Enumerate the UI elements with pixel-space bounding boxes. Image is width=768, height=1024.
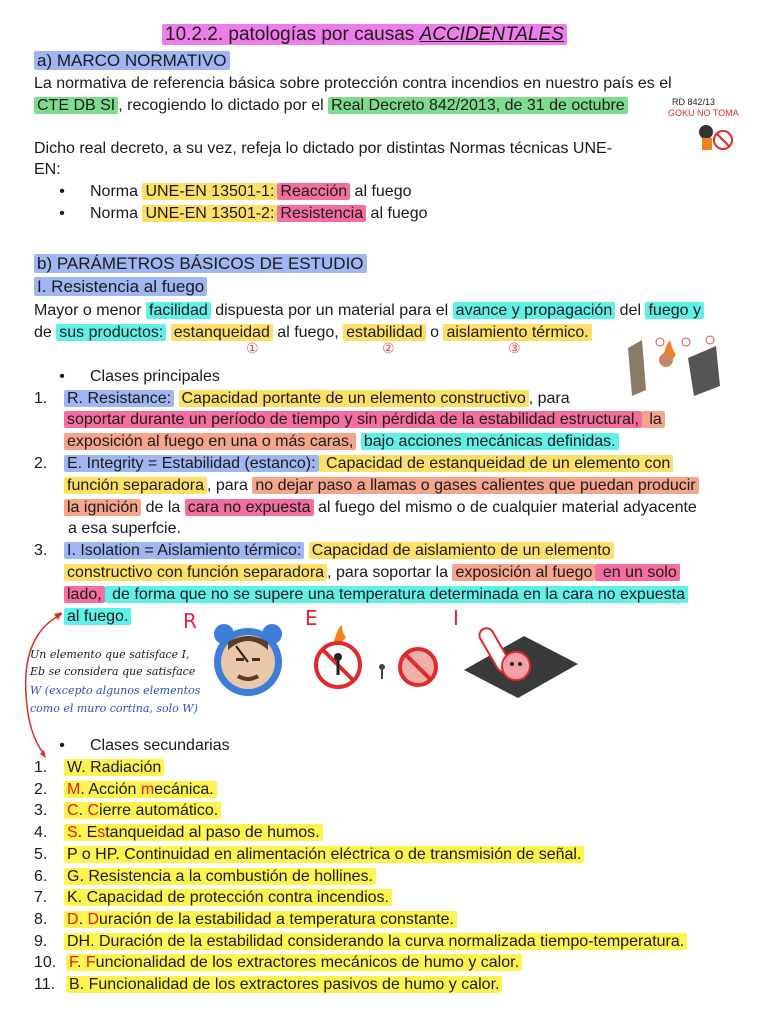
- e-line1: E. Integrity = Estabilidad (estanco): Capacidad de estanqueidad de un elemento con: [64, 453, 673, 474]
- letter-e: E: [305, 606, 318, 630]
- paragraph-decreto-line2: EN:: [34, 161, 61, 178]
- bullet-une-2: • Norma UNE-EN 13501-2: Resistencia al fuego: [59, 205, 428, 222]
- secondary-class-number: 7.: [34, 889, 48, 907]
- intro-line1: Mayor o menor facilidad dispuesta por un material para el avance y propagación del fuego y: [34, 300, 704, 321]
- letter-r: R: [183, 609, 197, 633]
- secondary-class-number: 5.: [34, 845, 48, 863]
- secondary-class-item: C. Cierre automático.: [64, 800, 221, 821]
- no-passage-fire-icon: [300, 625, 450, 695]
- intro-line2: de sus productos: estanqueidad al fuego, estabilidad o aislamiento térmico.: [34, 322, 592, 343]
- thermometer-hot-panel-icon: [462, 620, 582, 700]
- circle-number-1: ①: [246, 340, 259, 356]
- secondary-class-item: D. Duración de la estabilidad a temperatura constante.: [64, 909, 457, 930]
- secondary-class-number: 3.: [34, 802, 48, 820]
- secondary-class-number: 9.: [34, 932, 48, 950]
- note-goku: GOKU NO TOMA: [668, 108, 739, 118]
- hand-note-line1: Un elemento que satisface I,: [30, 648, 190, 661]
- r-line3: exposición al fuego en una o más caras, bajo acciones mecánicas definidas.: [64, 431, 619, 452]
- hand-note-line4: como el muro cortina, solo W): [30, 702, 198, 715]
- paragraph-normativa-line2: CTE DB SI , recogiendo lo dictado por el Real Decreto 842/2013, de 31 de octubre: [34, 95, 628, 116]
- i-line3: lado, de forma que no se supere una temperatura determinada en la cara no expuesta: [64, 584, 688, 605]
- rd-highlight: Real Decreto 842/2013, de 31 de octubre: [328, 97, 628, 114]
- hand-note-line2: Eb se considera que satisface: [30, 665, 196, 678]
- cte-highlight: CTE DB SI: [34, 97, 118, 114]
- e-line4: a esa superfcie.: [68, 520, 181, 537]
- r-line2: soportar durante un período de tiempo y sin pérdida de la estabilidad estructural, la: [64, 409, 665, 430]
- secondary-class-item: B. Funcionalidad de los extractores pasivos de humo y calor.: [66, 974, 502, 995]
- i-line2: constructivo con función separadora , para soportar la exposición al fuego en un solo: [64, 562, 680, 583]
- secondary-class-item: P o HP. Continuidad en alimentación eléctrica o de transmisión de señal.: [64, 844, 584, 865]
- goku-icon: [692, 120, 736, 158]
- alarm-clock-face-icon: [206, 620, 290, 700]
- secondary-class-item: M. Acción mecánica.: [64, 779, 217, 800]
- i-line1: I. Isolation = Aislamiento térmico: Capacidad de aislamiento de un elemento: [64, 540, 614, 561]
- secondary-class-number: 10.: [34, 954, 57, 972]
- e-number: 2.: [34, 455, 48, 472]
- secondary-class-number: 11.: [34, 976, 56, 993]
- paragraph-normativa-line1: La normativa de referencia básica sobre protección contra incendios en nuestro país es el: [34, 75, 672, 92]
- secondary-class-number: 2.: [34, 780, 48, 798]
- section-b-heading: b) PARÁMETROS BÁSICOS DE ESTUDIO: [34, 253, 367, 274]
- secondary-class-item: F. Funcionalidad de los extractores mecánicos de humo y calor.: [66, 952, 522, 973]
- i-number: 3.: [34, 542, 48, 559]
- secondary-class-item: DH. Duración de la estabilidad considerando la curva normalizada tiempo-temperatura.: [64, 931, 687, 952]
- secondary-class-item: S. Estanqueidad al paso de humos.: [64, 822, 323, 843]
- secondary-class-item: W. Radiación: [64, 757, 164, 778]
- letter-i: I: [453, 606, 459, 630]
- circle-number-3: ③: [508, 340, 521, 356]
- i-line4: al fuego.: [64, 606, 131, 627]
- e-line2: función separadora , para no dejar paso a llamas o gases calientes que puedan producir: [64, 475, 699, 496]
- clases-principales-label: • Clases principales: [59, 368, 220, 385]
- secondary-class-number: 1.: [34, 759, 48, 776]
- circle-number-2: ②: [382, 340, 395, 356]
- section-a-heading: a) MARCO NORMATIVO: [34, 50, 230, 71]
- page-title: 10.2.2. patologías por causas ACCIDENTALES: [162, 24, 567, 45]
- r-number: 1.: [34, 390, 48, 407]
- subsection-resistencia: I. Resistencia al fuego: [34, 276, 207, 297]
- clases-secundarias-label: • Clases secundarias: [59, 737, 230, 754]
- r-line1: R. Resistance: Capacidad portante de un elemento constructivo , para: [64, 388, 570, 409]
- secondary-class-number: 4.: [34, 824, 48, 842]
- paragraph-decreto-line1: Dicho real decreto, a su vez, refeja lo dictado por distintas Normas técnicas UNE-: [34, 140, 613, 157]
- bullet-une-1: • Norma UNE-EN 13501-1: Reacción al fuego: [59, 183, 412, 200]
- e-line3: la ignición de la cara no expuesta al fuego del mismo o de cualquier material adyacente: [64, 497, 697, 518]
- hand-note-line3: W (excepto algunos elementos: [30, 684, 201, 697]
- secondary-class-item: K. Capacidad de protección contra incendios.: [64, 887, 392, 908]
- secondary-class-number: 8.: [34, 910, 48, 928]
- fire-wall-illustration: [624, 330, 724, 400]
- secondary-class-number: 6.: [34, 867, 48, 885]
- secondary-class-item: G. Resistencia a la combustión de hollines.: [64, 866, 376, 887]
- note-rd: RD 842/13: [672, 97, 716, 107]
